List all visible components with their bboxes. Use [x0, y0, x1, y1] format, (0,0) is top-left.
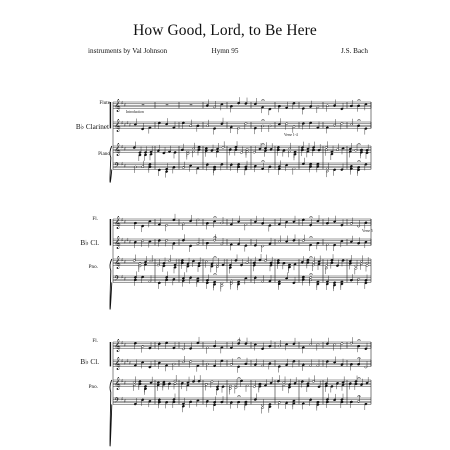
sharp-sign: ♯ — [123, 219, 127, 226]
fermata-dot — [239, 378, 240, 379]
grand-staff-brace — [110, 259, 112, 309]
fermata-dot — [215, 274, 216, 275]
fermata-dot — [359, 100, 360, 101]
sharp-sign: ♯ — [126, 358, 129, 365]
sharp-sign: ♯ — [121, 100, 124, 107]
fermata-dot — [359, 340, 360, 341]
rest — [166, 104, 169, 105]
fermata-dot — [239, 358, 240, 359]
arranger-credit: instruments by Val Johnson — [88, 47, 168, 55]
introduction-marking: Introduction — [126, 110, 144, 114]
fermata-dot — [311, 217, 312, 218]
sharp-sign: ♯ — [121, 120, 124, 127]
instrument-label-clarinet: B♭ Clarinet — [75, 123, 109, 131]
sharp-sign: ♯ — [123, 163, 127, 170]
fermata-dot — [359, 120, 360, 121]
rest — [190, 104, 193, 105]
fermata-dot — [359, 144, 360, 145]
sharp-sign: ♯ — [126, 120, 129, 127]
treble-clef: 𝄞 — [114, 256, 121, 270]
sharp-sign: ♯ — [121, 340, 124, 347]
fermata-dot — [215, 237, 216, 238]
sharp-sign: ♯ — [123, 380, 127, 387]
instrument-label-flute: Flute — [99, 100, 110, 106]
fermata-dot — [359, 396, 360, 397]
treble-clef: 𝄞 — [114, 99, 121, 113]
instrument-label-piano: Pno. — [88, 384, 98, 390]
fermata-dot — [263, 144, 264, 145]
treble-clef: 𝄞 — [114, 377, 121, 391]
treble-clef: 𝄞 — [114, 236, 121, 250]
sharp-sign: ♯ — [123, 276, 127, 283]
sharp-sign: ♯ — [121, 144, 124, 151]
instrument-label-piano: Pno. — [88, 264, 98, 270]
treble-clef: 𝄞 — [114, 119, 121, 133]
page-title: How Good, Lord, to Be Here — [133, 22, 317, 39]
grand-staff-brace — [110, 146, 112, 182]
treble-clef: 𝄞 — [114, 216, 121, 230]
sharp-sign: ♯ — [121, 161, 124, 168]
bass-clef: 𝄢 — [114, 274, 120, 284]
sharp-sign: ♯ — [123, 146, 127, 153]
fermata-dot — [359, 358, 360, 359]
sharp-sign: ♯ — [123, 360, 127, 367]
verse-marking: Verse 5 — [362, 229, 373, 233]
sharp-sign: ♯ — [121, 378, 124, 385]
sharp-sign: ♯ — [121, 274, 124, 281]
sharp-sign: ♯ — [121, 358, 124, 365]
sharp-sign: ♯ — [123, 398, 127, 405]
bass-clef: 𝄢 — [114, 161, 120, 171]
fermata-dot — [311, 257, 312, 258]
composer-credit: J.S. Bach — [341, 47, 368, 55]
treble-clef: 𝄞 — [114, 357, 121, 371]
fermata-dot — [239, 396, 240, 397]
sharp-sign: ♯ — [123, 122, 127, 129]
rest — [142, 104, 145, 105]
sharp-sign: ♯ — [121, 237, 124, 244]
sharp-sign: ♯ — [126, 237, 129, 244]
verse-marking: Verse 1-4 — [284, 133, 298, 137]
bass-clef: 𝄢 — [114, 396, 120, 406]
instrument-label-clarinet: B♭ Cl. — [80, 239, 99, 247]
hymn-number: Hymn 95 — [211, 47, 239, 55]
instrument-label-piano: Piano — [98, 151, 110, 157]
treble-clef: 𝄞 — [114, 339, 121, 353]
sharp-sign: ♯ — [121, 217, 124, 224]
instrument-label-flute: Fl. — [92, 216, 98, 222]
fermata-dot — [215, 217, 216, 218]
fermata-dot — [263, 120, 264, 121]
sharp-sign: ♯ — [123, 102, 127, 109]
instrument-label-clarinet: B♭ Cl. — [80, 358, 99, 366]
sharp-sign: ♯ — [123, 342, 127, 349]
fermata-dot — [311, 274, 312, 275]
fermata-dot — [215, 257, 216, 258]
grand-staff-brace — [110, 380, 112, 446]
fermata-dot — [311, 237, 312, 238]
sharp-sign: ♯ — [123, 259, 127, 266]
sharp-sign: ♯ — [121, 396, 124, 403]
fermata-dot — [239, 340, 240, 341]
instrument-label-flute: Fl. — [92, 338, 98, 344]
sharp-sign: ♯ — [128, 360, 132, 367]
fermata-dot — [263, 161, 264, 162]
fermata-dot — [359, 161, 360, 162]
fermata-dot — [263, 100, 264, 101]
sharp-sign: ♯ — [128, 239, 132, 246]
sharp-sign: ♯ — [128, 122, 132, 129]
fermata-dot — [359, 378, 360, 379]
treble-clef: 𝄞 — [114, 143, 121, 157]
sharp-sign: ♯ — [123, 239, 127, 246]
sharp-sign: ♯ — [121, 257, 124, 264]
